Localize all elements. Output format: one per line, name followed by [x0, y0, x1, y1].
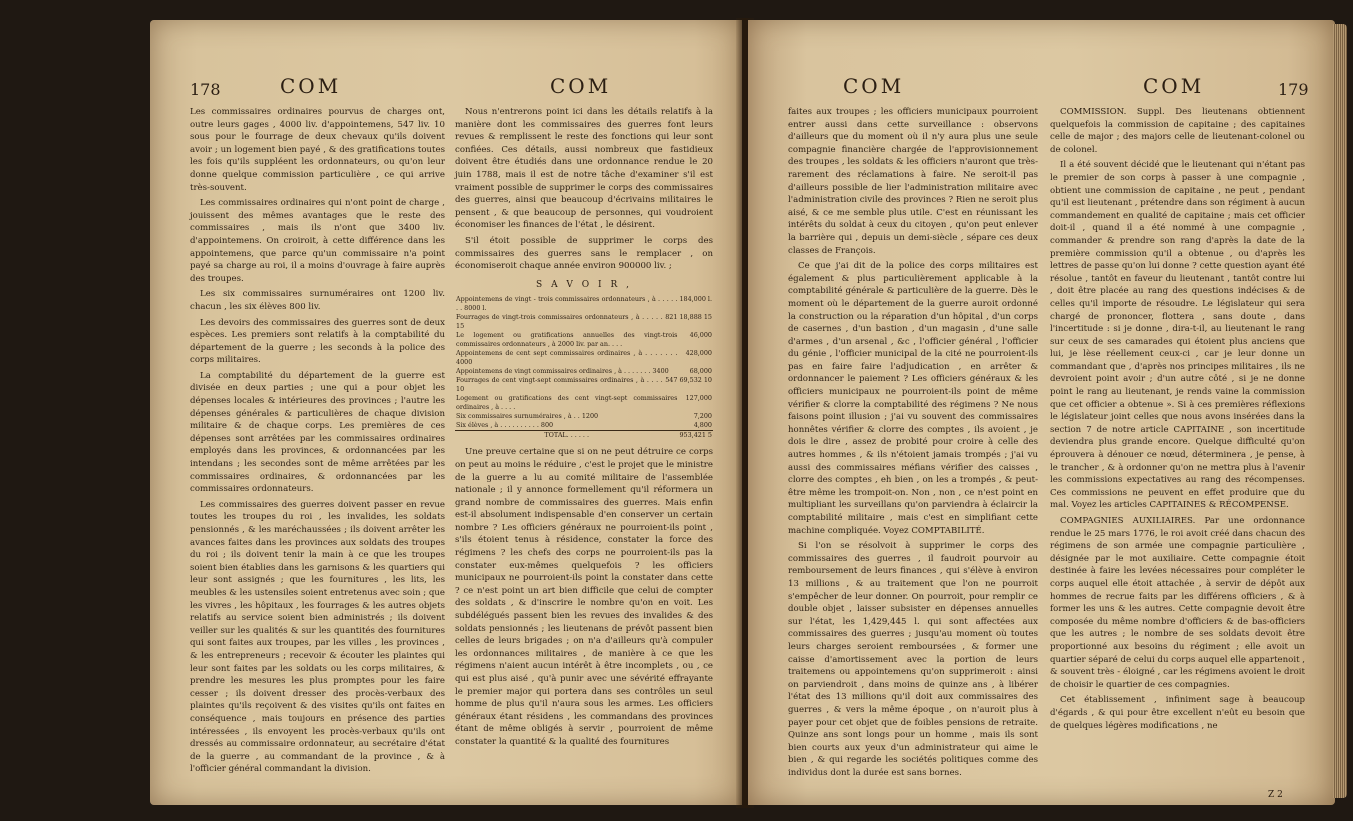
paragraph: COMMISSION. Suppl. Des lieutenans obtiennent quelquefois la commission de capitaine ; des capitaines celle de major ; des majors celle de lieutenant-colonel ou de colonel. [1050, 107, 1305, 155]
account-total-row [455, 431, 713, 441]
paragraph: Les commissaires ordinaires qui n'ont point de charge , jouissent des mêmes avantages que le reste des commissaires , mais ils n'ont que 3400 liv. d'appointemens. On croiroit, à cette différence dans les appointemens, que parce qu'un commissaire n'a point payé sa charge au roi, il a moins d'ouvrage à faire auprès des troupes. [190, 198, 445, 284]
account-label: Logement ou gratifications des cent vingt-sept commissaires ordinaires , à . . . . [456, 394, 678, 412]
right-page-number: 179 [1278, 80, 1309, 99]
table-row [455, 295, 713, 313]
paragraph: Les commissaires ordinaires pourvus de charges ont, outre leurs gages , 4000 liv. d'appointemens, 547 liv. 10 sous pour le fourrage de deux chevaux qu'ils doivent avoir ; un logement bien payé , & des gratifications toutes les fois qu'ils suppléent les ordonnateurs, ou qu'on leur donne quelque commission particulière , ce qui arrive très-souvent. [190, 107, 445, 193]
page-edges [1333, 24, 1347, 798]
right-page [748, 20, 1335, 805]
account-label: Six élèves , à . . . . . . . . . . 800 [456, 421, 554, 430]
paragraph: Il a été souvent décidé que le lieutenant qui n'étant pas le premier de son corps à passer à une compagnie , obtient une commission de capitaine , ne peut , pendant qu'il est lieutenant , prétendre dans son régiment à aucun commandement en qualité de capitaine ; mais cet officier doit-il , quand il a été nommé à une compagnie , commander & prendre son rang d'après la date de la première commission qu'il a obtenue , ou d'après les lettres de passe qu'on lui donne ? cette question ayant été résolue , tantôt en faveur du lieutenant , tantôt contre lui , doit être placée au rang des questions indécises & de celles qu'il importe de résoudre. Le législateur qui sera chargé de prononcer, flottera , sans doute , dans l'incertitude : si je donne , dira-t-il, au lieutenant le rang sur ceux de ses camarades qui étoient plus anciens que lui, je lèse réellement ceux-ci , car je leur donne un commandant que , d'après nos principes militaires , ils ne devroient point avoir ; d'un autre côté , si je ne donne point le rang au lieutenant, je rends vaine la commission que cet officier a obtenue ». Si à ces premières réflexions le législateur joint celles que nous avons insérées dans la section 7 de notre article CAPITAINE , son incertitude deviendra plus grande encore. Quelque difficulté qu'on éprouvera à dénouer ce nœud, déterminera , je pense, à le trancher , & à ordonner qu'on ne mettra plus à l'avenir les commissions expectatives au rang des récompenses. Ces commissions ne peuvent en effet produire que du mal. Voyez les articles CAPITAINES & RÉCOMPENSE. [1050, 160, 1305, 511]
account-label: Fourrages de vingt-trois commissaires ordonnateurs , à . . . . . 821 15 [456, 313, 678, 331]
open-book [150, 8, 1335, 814]
account-label: Appointemens de vingt commissaires ordinaires , à . . . . . . . 3400 [456, 367, 669, 376]
table-row [455, 394, 713, 412]
left-column-2 [455, 106, 713, 752]
right-running-head-2: COM [1143, 74, 1205, 98]
paragraph: Les six commissaires surnuméraires ont 1200 liv. chacun , les six élèves 800 liv. [190, 289, 445, 312]
paragraph: Une preuve certaine que si on ne peut détruire ce corps on peut au moins le réduire , c'est le projet que le ministre de la guerre a lu au comité militaire de l'assemblée nationale ; il y annonce formellement qu'il réformera un grand nombre de commissaires des guerres. Mais enfin est-il absolument indispensable d'en conserver un certain nombre ? Les officiers généraux ne pourroient-ils point , s'ils étoient tenus à résidence, constater la force des régimens ? les chefs des corps ne pourroient-ils pas la constater eux-mêmes quelquefois ? les officiers municipaux ne pourroient-ils point la constater dans cette ? ce n'est point un art bien difficile que celui de compter des soldats , & d'inscrire le nombre qu'on en voit. Les subdélégués passent bien les revues des invalides & des soldats pensionnés ; les lieutenans de prévôt passent bien celles de leurs brigades ; on n'a d'ailleurs qu'à compuler les ordonnances militaires , de manière à ce que les régimens n'aient aucun intérêt à être incomplets , ou , ce qui est plus aisé , qu'à punir avec une sévérité effrayante le premier major qui portera dans ses contrôles un seul homme de plus qu'il n'aura sous les armes. Les officiers généraux étant résidens , les commandans des provinces étant de même obligés à servir , pourroient de même constater la quantité & la qualité des fournitures [455, 447, 713, 747]
catchword: Z 2 [1268, 790, 1283, 800]
account-label: Appointemens de cent sept commissaires ordinaires , à . . . . . . . 4000 [456, 349, 678, 367]
account-label: Appointemens de vingt - trois commissaires ordonnateurs , à . . . . . . . 8000 l. [456, 295, 678, 313]
right-running-head-1: COM [843, 74, 905, 98]
account-value: 18,888 15 [679, 313, 712, 322]
left-running-head-2: COM [550, 74, 612, 98]
left-column-1 [190, 106, 445, 779]
paragraph: La comptabilité du département de la guerre est divisée en deux parties ; une qui a pour objet les dépenses locales & intérieures des provinces ; l'autre les dépenses générales & particulières de chaque division militaire & de chaque corps. Les premières de ces dépenses sont arrêtées par les commissaires ordinaires employés dans les provinces, & ordonnancées par les intendans ; les secondes sont de même arrêtées par les commissaires ordinaires, & ordonnancées par les commissaires ordonnateurs. [190, 370, 445, 495]
paragraph: Cet établissement , infiniment sage à beaucoup d'égards , & qui pour être excellent n'eût eu besoin que de quelques légères modifications , ne [1050, 695, 1305, 731]
paragraph: Les devoirs des commissaires des guerres sont de deux espèces. Les premiers sont relatifs à la comptabilité du département de la guerre ; les seconds à la police des corps militaires. [190, 317, 445, 366]
account-value: 7,200 [693, 412, 712, 421]
left-running-head-1: COM [280, 74, 342, 98]
paragraph: faites aux troupes ; les officiers municipaux pourroient entrer aussi dans cette surveillance : observons d'ailleurs que du moment où il n'y aura plus une seule compagnie financière chargée de l'approvisionnement des troupes , les soldats & les officiers n'auront que très-rarement des réclamations à faire. Ne seroit-il pas d'ailleurs possible de lier l'administration militaire avec l'administration civile des provinces ? Rien ne seroit plus aisé, & ce me semble plus utile. C'est en réunissant les intérêts du soldat à ceux du citoyen , qu'on peut enlever la barrière qui , depuis un demi-siècle , sépare ces deux classes de François. [788, 107, 1038, 256]
left-page [150, 20, 742, 805]
right-column-1 [788, 106, 1038, 782]
table-row [455, 421, 713, 431]
paragraph: Nous n'entrerons point ici dans les détails relatifs à la manière dont les commissaires des guerres font leurs revues & remplissent le reste des fonctions qui leur sont confiées. Ces détails, aussi nombreux que fastidieux doivent être étudiés dans une ordonnance rendue le 20 juin 1788, mais il est de notre tâche d'examiner s'il est vraiment possible de supprimer le corps des commissaires des guerres, ainsi que beaucoup d'écrivains militaires le pensent , & que beaucoup de personnes, qui voudroient économiser les finances de l'état , le désirent. [455, 107, 713, 231]
account-value: 428,000 [685, 349, 712, 358]
paragraph: Les commissaires des guerres doivent passer en revue toutes les troupes du roi , les invalides, les soldats pensionnés , & les maréchaussées ; ils doivent arrêter les avances faites dans les provinces aux soldats des troupes du roi ; ils doivent tenir la main à ce que les troupes soient bien établies dans les garnisons & les quartiers qui leur sont assignés ; que les fournitures , les lits, les meubles & les ustensiles soient entretenus avec soin ; que les vivres , les hôpitaux , les fourrages & les autres objets relatifs au service soient bien administrés ; ils doivent veiller sur les qualités & sur les quantités des fournitures qui sont faites aux troupes, par les villes , les provinces , & les entrepreneurs ; recevoir & écouter les plaintes qui leur sont faites par les soldats ou les corps militaires, & prendre les mesures les plus promptes pour les faire cesser ; ils doivent dresser des procès-verbaux des plaintes qu'ils reçoivent & des visites qu'ils ont faites en conséquence , mais toujours en présence des parties intéressées , ils envoyent les procès-verbaux qu'ils ont dressés au commissaire ordonnateur, au secrétaire d'état de la guerre , au commandant de la province , & à l'officier général commandant la division. [190, 499, 445, 775]
account-total-label: TOTAL. . . . . . [455, 431, 678, 441]
paragraph: Si l'on se résolvoit à supprimer le corps des commissaires des guerres , il faudroit pourvoir au remboursement de leurs finances , qui s'élève à environ 13 millions , & au traitement que l'on ne pourroit s'empêcher de leur donner. On pourroit, pour remplir ce double objet , laisser subsister en dépenses annuelles sur l'état, les 1,429,445 l. qui sont affectées aux commissaires des guerres ; jusqu'au moment où toutes leurs charges seroient remboursées , & former une caisse d'amortissement avec la portion de leurs traitemens ou appointemens qu'on supprimeroit : ainsi on parviendroit , dans moins de quinze ans , à libérer l'état des 13 millions qu'il doit aux commissaires des guerres , & vers la même époque , on n'auroit plus à payer pour cet objet que de foibles pensions de retraite. Quinze ans sont longs pour un homme , mais ils sont bien courts aux yeux d'un administrateur qui aime le bien , & qui regarde les sociétés politiques comme des individus dont la durée est sans bornes. [788, 541, 1038, 778]
table-row [455, 412, 713, 421]
table-row [455, 367, 713, 376]
left-page-number: 178 [190, 80, 221, 99]
table-row [455, 349, 713, 367]
table-row [455, 313, 713, 331]
account-value: 69,532 10 [679, 376, 712, 385]
paragraph: Ce que j'ai dit de la police des corps militaires est également & plus particulièrement applicable à la comptabilité générale & particulière de la guerre. Dès le moment où le département de la guerre auroit ordonné la construction ou la réparation d'un hôpital , d'un corps de casernes , d'un bastion , d'un magasin , d'une salle d'armes , d'un arsenal , &c , l'officier général , l'officier du génie , l'officier municipal de la cité ne pourroient-ils pas en faire faire l'adjudication , en arrêter & ordonnancer le paiement ? Les officiers généraux & les officiers municipaux ne pourroient-ils point de même vérifier & clorre la comptabilité des régimens ? Ne nous faisons point illusion ; j'ai vu souvent des commissaires honnêtes vérifier & clorre des comptes , ils avoient , je dois le dire , assez de probité pour croire à celle des autres hommes , & ils n'étoient jamais trompés ; j'ai vu aussi des commissaires méfians vérifier des caisses , clorre des comptes , eh bien , on les a trompés , & peut-être même les trompoit-on. Non , non , ce n'est point en multipliant les surveillans qu'on parviendra à éclaircir la comptabilité militaire , mais c'est en simplifiant cette machine compliquée. Voyez COMPTABILITÉ. [788, 261, 1038, 536]
account-label: Six commissaires surnuméraires , à . . 1200 [456, 412, 599, 421]
account-value: 127,000 [685, 394, 712, 403]
account-label: Le logement ou gratifications annuelles des vingt-trois commissaires ordonnateurs , à 2000 liv. par an. . . . [456, 331, 678, 349]
right-column-2 [1050, 106, 1305, 735]
account-value: 46,000 [689, 331, 712, 340]
savoir-heading: S A V O I R , [536, 279, 632, 290]
paragraph: S'il étoit possible de supprimer le corps des commissaires des guerres sans le remplacer , on économiseroit chaque année environ 900000 liv. ; [455, 235, 713, 272]
account-value: 4,800 [693, 421, 712, 430]
account-label: Fourrages de cent vingt-sept commissaires ordinaires , à . . . . 547 10 [456, 376, 678, 394]
account-table [455, 295, 713, 440]
account-total-value: 953,421 5 [679, 431, 712, 440]
account-value: 68,000 [689, 367, 712, 376]
paragraph: COMPAGNIES AUXILIAIRES. Par une ordonnance rendue le 25 mars 1776, le roi avoit créé dans chacun des régimens de son armée une compagnie particulière , désignée par le mot auxiliaire. Cette compagnie étoit destinée à faire les levées nécessaires pour compléter le corps auquel elle étoit attachée , à servir de dépôt aux hommes de recrue faits par les différens officiers , & à former les uns & les autres. Cette compagnie devoit être composée du même nombre d'officiers & de bas-officiers que les autres ; le nombre de ses soldats devoit être proportionné aux besoins du régiment ; elle avoit un quartier séparé de celui du corps auquel elle appartenoit , & souvent très - éloigné , car les régimens avoient le droit de choisir le quartier de ces compagnies. [1050, 516, 1305, 690]
account-value: 184,000 l. [679, 295, 712, 304]
table-row [455, 376, 713, 394]
table-row [455, 331, 713, 349]
